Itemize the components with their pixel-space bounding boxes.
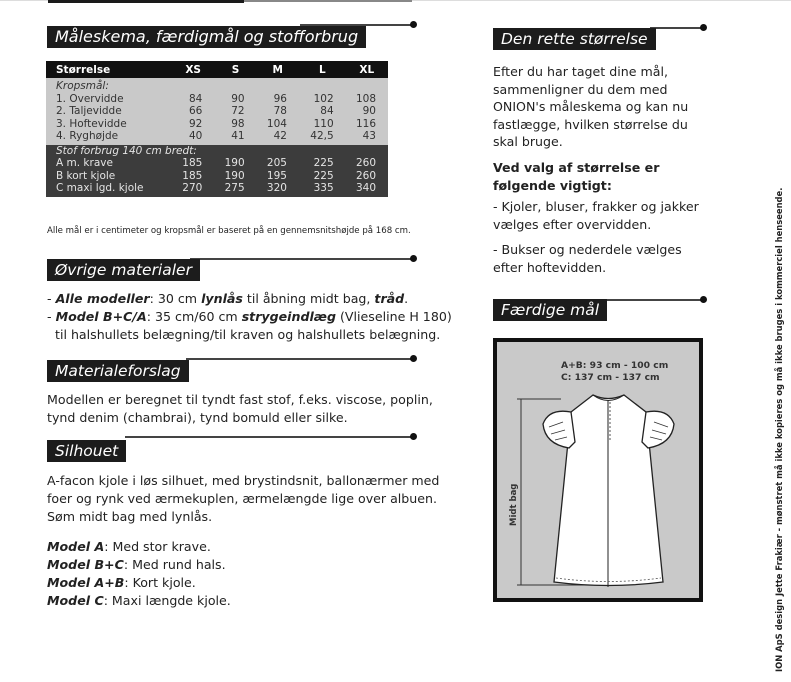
table-section-label: Stof forbrug 140 cm bredt: (46, 145, 388, 158)
bold-text: Model B+C/A (55, 309, 147, 324)
row-label: 2. Taljevidde (46, 105, 172, 118)
model-text: : Maxi længde kjole. (103, 593, 231, 608)
dimension-label: Midt bag (509, 483, 519, 526)
heading-rette-storrelse: Den rette størrelse (493, 28, 656, 50)
cell-value: 90 (346, 105, 388, 118)
top-bar-light (244, 0, 412, 2)
silhouet-line: Søm midt bag med lynlås. (47, 509, 213, 524)
cell-value: 66 (172, 105, 214, 118)
bullet-dash: - (47, 309, 56, 324)
cell-value: 340 (346, 182, 388, 197)
text: (Vlieseline H 180) (336, 309, 452, 324)
garment-figure (493, 338, 703, 602)
cell-value: 190 (214, 170, 256, 183)
row-label: C maxi lgd. kjole (46, 182, 172, 197)
cell-value: 195 (257, 170, 299, 183)
heading-faerdige-maal: Færdige mål (493, 299, 607, 321)
materialeforslag-line: tynd denim (chambrai), tynd bomuld eller silke. (47, 410, 348, 425)
ovrige-line-2 (47, 308, 452, 326)
text-line: sammenligner du dem med (493, 81, 668, 97)
size-table-header (46, 61, 388, 78)
header-m: M (257, 61, 299, 78)
left-sleeve (543, 411, 575, 448)
side-copyright-text: ION ApS design Jette Frakiær - mønstret må ikke kopieres og må ikke bruges i kommerciel henseende. (774, 187, 784, 672)
top-bar-dark (48, 0, 244, 3)
cell-value: 104 (257, 118, 299, 131)
model-label: Model B+C (47, 557, 124, 572)
text: til åbning midt bag, (242, 291, 375, 306)
bold-text: strygeindlæg (241, 309, 337, 324)
section-rule-dot (700, 24, 707, 31)
model-label: Model C (47, 593, 104, 608)
ovrige-line-1 (47, 290, 408, 308)
row-label: 4. Ryghøjde (46, 130, 172, 145)
row-label: A m. krave (46, 157, 172, 170)
silhouet-line: foer og rynk ved ærmekuplen, ærmelængde lige over albuen. (47, 491, 438, 506)
cell-value: 205 (257, 157, 299, 170)
text-line: følgende vigtigt: (493, 177, 612, 193)
bullet-dash: - (47, 291, 56, 306)
side-copyright (770, 187, 791, 682)
cell-value: 42,5 (299, 130, 346, 145)
table-section-row (46, 145, 388, 158)
cell-value: 260 (346, 157, 388, 170)
table-section-label: Kropsmål: (46, 78, 388, 93)
cell-value: 185 (172, 170, 214, 183)
table-row (46, 157, 388, 170)
cell-value: 108 (346, 93, 388, 106)
cell-value: 84 (299, 105, 346, 118)
cell-value: 102 (299, 93, 346, 106)
text-line: ONION's måleskema og kan nu (493, 99, 689, 114)
bold-text: lynlås (201, 291, 243, 306)
text-line: fastlægge, hvilken størrelse du (493, 116, 688, 132)
rette-storrelse-text (493, 63, 733, 151)
cell-value: 116 (346, 118, 388, 131)
model-label: Model A (47, 539, 105, 554)
heading-ovrige: Øvrige materialer (47, 259, 200, 281)
row-label: 1. Overvidde (46, 93, 172, 106)
cell-value: 190 (214, 157, 256, 170)
section-rule (650, 27, 702, 29)
figure-measure-c: C: 137 cm - 137 cm (561, 372, 660, 383)
cell-value: 42 (257, 130, 299, 145)
header-s: S (214, 61, 256, 78)
cell-value: 98 (214, 118, 256, 131)
section-rule (605, 299, 702, 301)
cell-value: 92 (172, 118, 214, 131)
text-line: Ved valg af størrelse er (493, 160, 660, 175)
cell-value: 90 (214, 93, 256, 106)
cell-value: 110 (299, 118, 346, 131)
bold-text: Alle modeller (55, 291, 150, 306)
section-rule (190, 258, 412, 260)
cell-value: 270 (172, 182, 214, 197)
cell-value: 40 (172, 130, 214, 145)
model-text: : Med rund hals. (123, 557, 226, 572)
table-row (46, 182, 388, 197)
section-rule-dot (410, 21, 417, 28)
model-line (47, 574, 196, 592)
cell-value: 225 (299, 170, 346, 183)
figure-measure-ab: A+B: 93 cm - 100 cm (561, 360, 669, 371)
cell-value: 84 (172, 93, 214, 106)
heading-maleskema: Måleskema, færdigmål og stofforbrug (47, 26, 366, 48)
cell-value: 335 (299, 182, 346, 197)
row-label: 3. Hoftevidde (46, 118, 172, 131)
rette-storrelse-bold (493, 159, 733, 194)
model-text: : Kort kjole. (124, 575, 196, 590)
text: . (404, 291, 409, 306)
row-label: B kort kjole (46, 170, 172, 183)
cell-value: 185 (172, 157, 214, 170)
header-l: L (299, 61, 346, 78)
table-section-row (46, 78, 388, 93)
cell-value: 320 (257, 182, 299, 197)
dress-drawing (497, 342, 699, 598)
model-line (47, 556, 226, 574)
table-note: Alle mål er i centimeter og kropsmål er baseret på en gennemsnitshøjde på 168 cm. (47, 226, 411, 236)
text: : 35 cm/60 cm (146, 309, 242, 324)
model-line (47, 538, 211, 556)
section-rule-dot (410, 255, 417, 262)
silhouet-line: A-facon kjole i løs silhuet, med brystindsnit, ballonærmer med (47, 473, 440, 488)
rette-storrelse-bullet-1 (493, 198, 733, 233)
text-line: efter hoftevidden. (493, 259, 607, 275)
cell-value: 96 (257, 93, 299, 106)
table-row (46, 118, 388, 131)
cell-value: 43 (346, 130, 388, 145)
table-row (46, 93, 388, 106)
cell-value: 78 (257, 105, 299, 118)
right-sleeve (642, 411, 674, 448)
bold-text: tråd (374, 291, 405, 306)
text: : 30 cm (149, 291, 202, 306)
section-rule-dot (410, 433, 417, 440)
section-rule (186, 358, 412, 360)
text-line: Efter du har taget dine mål, (493, 64, 668, 79)
table-row (46, 170, 388, 183)
table-row (46, 105, 388, 118)
section-rule (125, 436, 412, 438)
text-line: skal bruge. (493, 134, 563, 149)
rette-storrelse-bullet-2 (493, 241, 733, 276)
cell-value: 41 (214, 130, 256, 145)
cell-value: 260 (346, 170, 388, 183)
cell-value: 72 (214, 105, 256, 118)
section-rule-dot (700, 296, 707, 303)
header-xs: XS (172, 61, 214, 78)
section-rule-dot (410, 355, 417, 362)
size-table (46, 61, 388, 197)
cell-value: 275 (214, 182, 256, 197)
text-line: - Bukser og nederdele vælges (493, 242, 682, 257)
text-line: vælges efter overvidden. (493, 216, 652, 232)
heading-materialeforslag: Materialeforslag (47, 360, 189, 382)
text-line: - Kjoler, bluser, frakker og jakker (493, 199, 699, 214)
header-size: Størrelse (46, 61, 172, 78)
heading-silhouet: Silhouet (47, 440, 126, 462)
model-line (47, 592, 231, 610)
cell-value: 225 (299, 157, 346, 170)
model-label: Model A+B (47, 575, 125, 590)
ovrige-line-3: til halshullets belægning/til kraven og halshullets belægning. (47, 327, 441, 342)
model-text: : Med stor krave. (104, 539, 211, 554)
table-row (46, 130, 388, 145)
header-xl: XL (346, 61, 388, 78)
materialeforslag-line: Modellen er beregnet til tyndt fast stof, f.eks. viscose, poplin, (47, 392, 433, 407)
